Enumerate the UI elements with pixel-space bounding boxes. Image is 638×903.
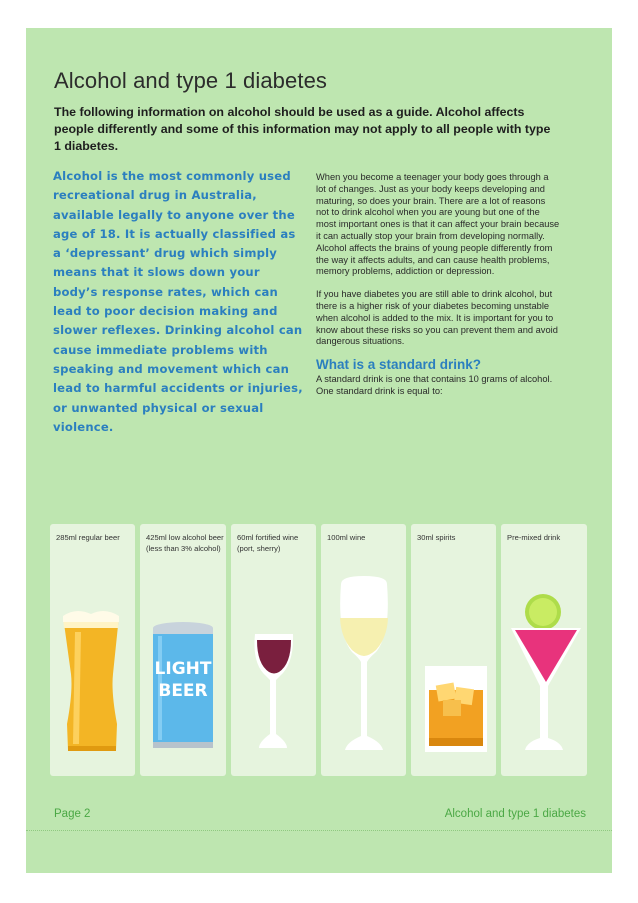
beer-glass-icon [50, 524, 135, 776]
drink-label: 285ml regular beer [56, 533, 120, 542]
drink-card-spirits [411, 524, 496, 776]
can-text-light: LIGHT [154, 659, 212, 679]
footer-document-title: Alcohol and type 1 diabetes [444, 808, 586, 820]
body-paragraph-2: If you have diabetes you are still able to drink alcohol, but there is a higher risk of your diabetes becoming unstable when alcohol is added to the mix. It is important for you to know about these risks so you can prevent them and avoid dangerous situations. [316, 289, 558, 347]
lead-paragraph: Alcohol is the most commonly used recreational drug in Australia, available legally to anyone over the age of 18. It is actually classified as a ‘depressant’ drug which simply means that it slows down your body’s response rates, which can lead to poor decision making and slower reflexes. Drinking alcohol can cause immediate problems with speaking and movement which can lead to harmful accidents or injuries, or unwanted physical or sexual violence. [53, 169, 303, 434]
port-glass-icon [231, 524, 316, 776]
intro-text: The following information on alcohol should be used as a guide. Alcohol affects people differently and some of this information may not apply to all people with type 1 diabetes. [54, 105, 551, 153]
body-paragraph-1: When you become a teenager your body goes through a lot of changes. Just as your body keeps developing and maturing, so does your brain. There are a lot of reasons not to drink alcohol when you are young but one of the most important ones is that it can affect your brain because it can actually stop your brain from developing normally. Alcohol affects the brains of young people differently from the way it affects adults, and can cause health problems, memory problems, addiction or depression. [316, 172, 560, 277]
drink-card-wine [321, 524, 406, 776]
cocktail-glass-icon [501, 524, 587, 776]
standard-drink-heading: What is a standard drink? [316, 357, 482, 373]
wine-glass-icon [321, 524, 406, 776]
footer-divider [26, 830, 612, 831]
can-text-beer: BEER [158, 681, 208, 701]
drink-card-beer [50, 524, 135, 776]
light-beer-can-icon [140, 524, 226, 776]
drink-label: Pre-mixed drink [507, 533, 561, 542]
drink-label: 425ml low alcohol beer (less than 3% alcohol) [146, 533, 224, 553]
drink-card-pre-mixed [501, 524, 587, 776]
footer-page-number: Page 2 [54, 808, 91, 820]
drink-label: 60ml fortified wine (port, sherry) [237, 533, 299, 553]
spirits-tumbler-icon [411, 524, 496, 776]
drink-label: 30ml spirits [417, 533, 456, 542]
body-paragraph-3: A standard drink is one that contains 10 grams of alcohol. One standard drink is equal to: [316, 373, 553, 396]
drink-label: 100ml wine [327, 533, 366, 542]
standard-drinks-panel [50, 524, 588, 776]
drink-card-fortified-wine [231, 524, 316, 776]
drink-card-light-beer [140, 524, 226, 776]
page-title: Alcohol and type 1 diabetes [54, 68, 328, 93]
body-column [316, 172, 560, 409]
